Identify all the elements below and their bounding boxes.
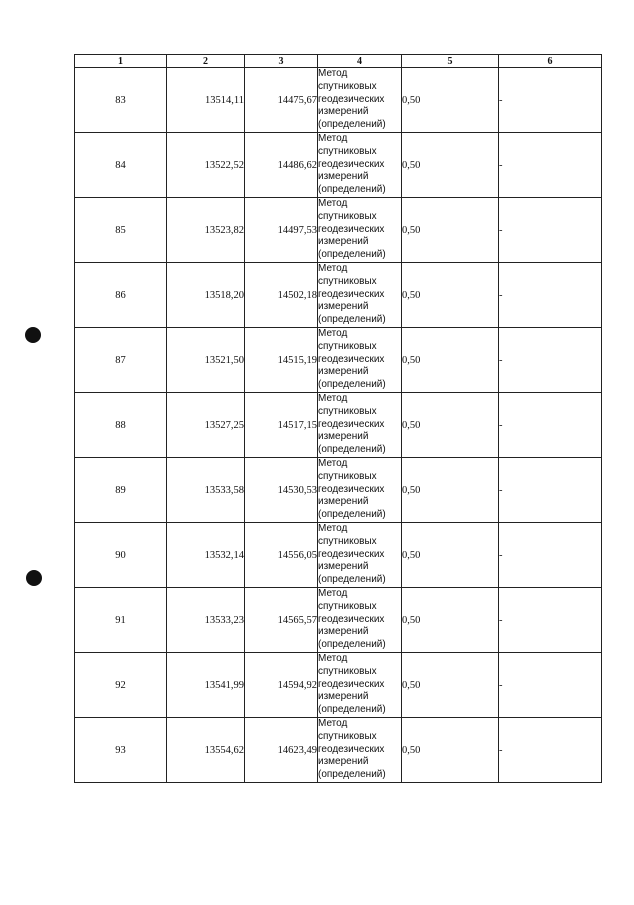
method-text-line: Метод: [318, 523, 348, 534]
x-coordinate: 13532,14: [167, 523, 245, 588]
column-header: 4: [318, 55, 402, 68]
point-number: 90: [75, 523, 167, 588]
method-cell: [318, 458, 402, 523]
x-coordinate: 13533,58: [167, 458, 245, 523]
method-text-line: измерений: [318, 496, 369, 508]
method-cell: [318, 198, 402, 263]
x-coordinate: 13521,50: [167, 328, 245, 393]
method-text-line: геодезических: [318, 93, 385, 105]
method-text-line: геодезических: [318, 743, 385, 755]
method-text-line: Метод: [318, 263, 348, 274]
table-row: [75, 653, 602, 718]
method-text-line: (определений): [318, 444, 386, 456]
method-text-line: геодезических: [318, 613, 385, 625]
point-number: 92: [75, 653, 167, 718]
method-text-line: (определений): [318, 704, 386, 716]
coordinates-table: [74, 54, 602, 783]
table-row: [75, 328, 602, 393]
method-text-line: спутниковых: [318, 730, 377, 742]
accuracy-value: 0,50: [402, 653, 499, 718]
method-text-line: (определений): [318, 184, 386, 196]
accuracy-value: 0,50: [402, 133, 499, 198]
method-text-line: измерений: [318, 171, 369, 183]
method-text-line: измерений: [318, 691, 369, 703]
y-coordinate: 14623,49: [245, 718, 318, 783]
point-number: 85: [75, 198, 167, 263]
note-value: -: [499, 328, 602, 393]
method-cell: [318, 718, 402, 783]
method-text-line: (определений): [318, 574, 386, 586]
punch-hole: [25, 327, 41, 343]
method-text-line: измерений: [318, 301, 369, 313]
method-text-line: геодезических: [318, 678, 385, 690]
table-row: [75, 718, 602, 783]
method-text-line: измерений: [318, 626, 369, 638]
x-coordinate: 13523,82: [167, 198, 245, 263]
column-header: 1: [75, 55, 167, 68]
accuracy-value: 0,50: [402, 328, 499, 393]
point-number: 87: [75, 328, 167, 393]
method-text-line: Метод: [318, 328, 348, 339]
table-row: [75, 588, 602, 653]
method-text-line: (определений): [318, 314, 386, 326]
point-number: 93: [75, 718, 167, 783]
method-text-line: спутниковых: [318, 145, 377, 157]
method-text-line: спутниковых: [318, 600, 377, 612]
y-coordinate: 14486,62: [245, 133, 318, 198]
method-cell: [318, 133, 402, 198]
accuracy-value: 0,50: [402, 198, 499, 263]
y-coordinate: 14530,53: [245, 458, 318, 523]
method-text-line: измерений: [318, 236, 369, 248]
note-value: -: [499, 653, 602, 718]
point-number: 89: [75, 458, 167, 523]
x-coordinate: 13522,52: [167, 133, 245, 198]
method-text-line: Метод: [318, 198, 348, 209]
accuracy-value: 0,50: [402, 68, 499, 133]
note-value: -: [499, 458, 602, 523]
method-text-line: измерений: [318, 756, 369, 768]
method-text-line: геодезических: [318, 418, 385, 430]
table-row: [75, 523, 602, 588]
method-text-line: спутниковых: [318, 405, 377, 417]
method-cell: [318, 68, 402, 133]
method-text-line: измерений: [318, 431, 369, 443]
punch-hole: [26, 570, 42, 586]
accuracy-value: 0,50: [402, 718, 499, 783]
column-header: 3: [245, 55, 318, 68]
method-text-line: измерений: [318, 106, 369, 118]
method-text-line: Метод: [318, 588, 348, 599]
y-coordinate: 14594,92: [245, 653, 318, 718]
table-header-row: [75, 55, 602, 68]
method-text-line: геодезических: [318, 223, 385, 235]
note-value: -: [499, 133, 602, 198]
point-number: 91: [75, 588, 167, 653]
point-number: 88: [75, 393, 167, 458]
method-text-line: Метод: [318, 133, 348, 144]
method-text-line: спутниковых: [318, 665, 377, 677]
method-cell: [318, 263, 402, 328]
table-row: [75, 263, 602, 328]
accuracy-value: 0,50: [402, 588, 499, 653]
y-coordinate: 14502,18: [245, 263, 318, 328]
method-text-line: Метод: [318, 68, 348, 79]
note-value: -: [499, 68, 602, 133]
method-text-line: Метод: [318, 718, 348, 729]
x-coordinate: 13533,23: [167, 588, 245, 653]
method-text-line: геодезических: [318, 353, 385, 365]
y-coordinate: 14556,05: [245, 523, 318, 588]
note-value: -: [499, 718, 602, 783]
note-value: -: [499, 393, 602, 458]
column-header: 2: [167, 55, 245, 68]
x-coordinate: 13514,11: [167, 68, 245, 133]
column-header: 5: [402, 55, 499, 68]
method-cell: [318, 653, 402, 718]
point-number: 84: [75, 133, 167, 198]
accuracy-value: 0,50: [402, 393, 499, 458]
method-text-line: Метод: [318, 653, 348, 664]
table-row: [75, 133, 602, 198]
method-text-line: спутниковых: [318, 210, 377, 222]
method-cell: [318, 393, 402, 458]
method-text-line: (определений): [318, 769, 386, 781]
column-header: 6: [499, 55, 602, 68]
method-cell: [318, 328, 402, 393]
table-row: [75, 458, 602, 523]
method-text-line: (определений): [318, 379, 386, 391]
method-cell: [318, 588, 402, 653]
point-number: 83: [75, 68, 167, 133]
table-row: [75, 198, 602, 263]
y-coordinate: 14475,67: [245, 68, 318, 133]
method-cell: [318, 523, 402, 588]
method-text-line: геодезических: [318, 288, 385, 300]
note-value: -: [499, 523, 602, 588]
method-text-line: Метод: [318, 393, 348, 404]
x-coordinate: 13554,62: [167, 718, 245, 783]
method-text-line: (определений): [318, 249, 386, 261]
method-text-line: (определений): [318, 639, 386, 651]
x-coordinate: 13541,99: [167, 653, 245, 718]
method-text-line: измерений: [318, 366, 369, 378]
x-coordinate: 13527,25: [167, 393, 245, 458]
method-text-line: спутниковых: [318, 535, 377, 547]
table-row: [75, 393, 602, 458]
method-text-line: геодезических: [318, 158, 385, 170]
method-text-line: спутниковых: [318, 80, 377, 92]
accuracy-value: 0,50: [402, 263, 499, 328]
method-text-line: (определений): [318, 119, 386, 131]
method-text-line: спутниковых: [318, 340, 377, 352]
y-coordinate: 14517,15: [245, 393, 318, 458]
table-body: [75, 68, 602, 783]
note-value: -: [499, 198, 602, 263]
x-coordinate: 13518,20: [167, 263, 245, 328]
y-coordinate: 14515,19: [245, 328, 318, 393]
accuracy-value: 0,50: [402, 523, 499, 588]
method-text-line: спутниковых: [318, 470, 377, 482]
table-row: [75, 68, 602, 133]
method-text-line: спутниковых: [318, 275, 377, 287]
note-value: -: [499, 263, 602, 328]
method-text-line: Метод: [318, 458, 348, 469]
method-text-line: геодезических: [318, 483, 385, 495]
note-value: -: [499, 588, 602, 653]
method-text-line: (определений): [318, 509, 386, 521]
method-text-line: геодезических: [318, 548, 385, 560]
accuracy-value: 0,50: [402, 458, 499, 523]
method-text-line: измерений: [318, 561, 369, 573]
point-number: 86: [75, 263, 167, 328]
y-coordinate: 14565,57: [245, 588, 318, 653]
y-coordinate: 14497,53: [245, 198, 318, 263]
